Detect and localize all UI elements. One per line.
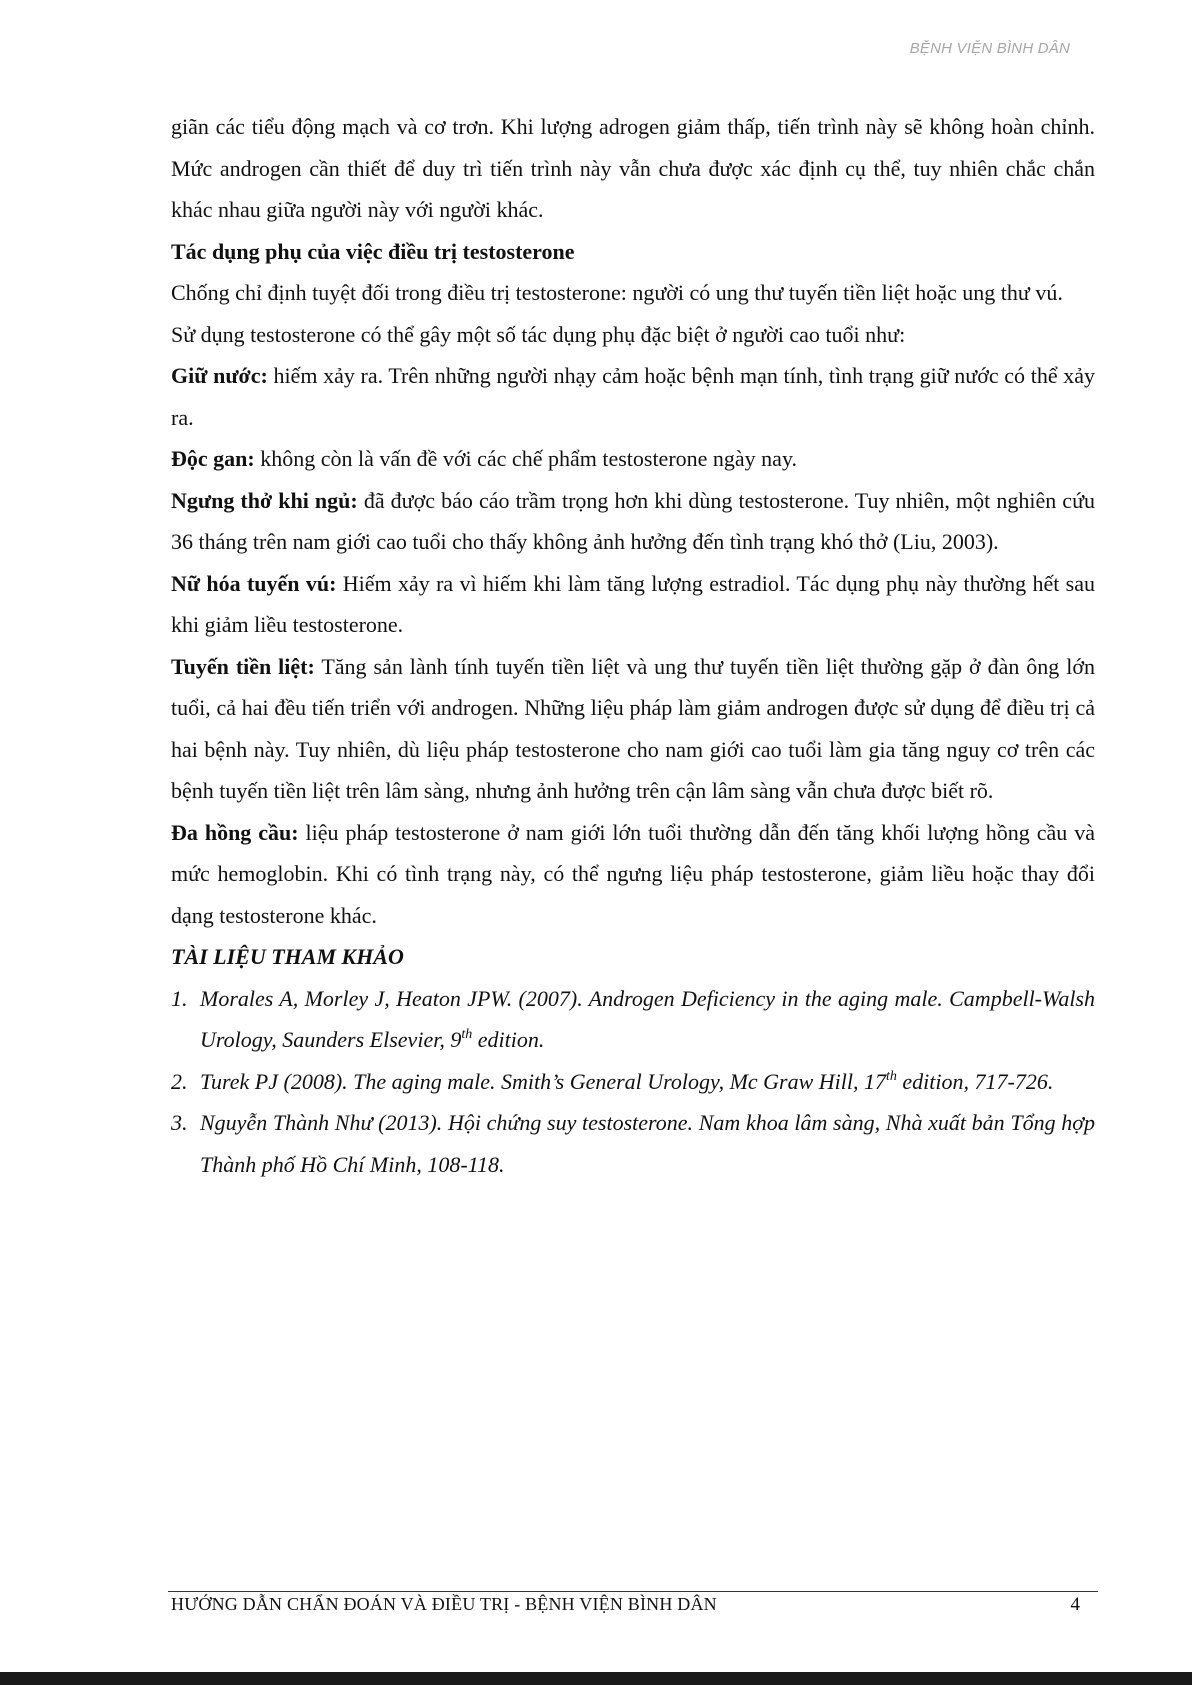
reference-item <box>171 1061 1095 1103</box>
reference-superscript: th <box>886 1068 897 1084</box>
section-heading-side-effects: Tác dụng phụ của việc điều trị testosterone <box>171 238 575 264</box>
paragraph-continuation: giãn các tiểu động mạch và cơ trơn. Khi lượng adrogen giảm thấp, tiến trình này sẽ không hoàn chỉnh. Mức androgen cần thiết để duy trì tiến trình này vẫn chưa được xác định cụ thể, tuy nhiên chắc chắn khác nhau giữa người này với người khác. <box>171 114 1095 222</box>
term-label: Nữ hóa tuyến vú: <box>171 570 337 596</box>
term-text: Tăng sản lành tính tuyến tiền liệt và ung thư tuyến tiền liệt thường gặp ở đàn ông lớn tuổi, cả hai đều tiến triển với androgen. Những liệu pháp làm giảm androgen được sử dụng để điều trị cả hai bệnh này. Tuy nhiên, dù liệu pháp testosterone cho nam giới cao tuổi làm gia tăng nguy cơ trên các bệnh tuyến tiền liệt trên lâm sàng, nhưng ảnh hưởng trên cận lâm sàng vẫn chưa được biết rõ. <box>171 653 1095 803</box>
reference-text: Nguyễn Thành Như (2013). Hội chứng suy testosterone. Nam khoa lâm sàng, Nhà xuất bản Tổng hợp Thành phố Hồ Chí Minh, 108-118. <box>200 1110 1095 1177</box>
term-text: hiếm xảy ra. Trên những người nhạy cảm hoặc bệnh mạn tính, tình trạng giữ nước có thể xảy ra. <box>171 363 1095 430</box>
reference-text: Turek PJ (2008). The aging male. Smith’s General Urology, Mc Graw Hill, 17 <box>200 1068 887 1094</box>
side-effect-water-retention <box>171 355 1095 438</box>
term-label: Độc gan: <box>171 446 255 471</box>
reference-tail: edition. <box>472 1027 545 1052</box>
page-number: 4 <box>1070 1594 1080 1615</box>
bottom-edge-bar <box>0 1672 1192 1685</box>
side-effect-gynecomastia <box>171 563 1095 646</box>
term-text: không còn là vấn đề với các chế phẩm testosterone ngày nay. <box>254 446 798 471</box>
side-effect-prostate <box>171 646 1095 812</box>
page-body <box>171 106 1095 1185</box>
term-text: đã được báo cáo trầm trọng hơn khi dùng testosterone. Tuy nhiên, một nghiên cứu 36 tháng trên nam giới cao tuổi cho thấy không ảnh hưởng đến tình trạng khó thở (Liu, 2003). <box>171 487 1095 554</box>
footer-title: HƯỚNG DẪN CHẨN ĐOÁN VÀ ĐIỀU TRỊ - BỆNH VIỆN BÌNH DÂN <box>171 1594 717 1614</box>
reference-tail: edition, 717-726. <box>896 1068 1054 1094</box>
term-label: Tuyến tiền liệt: <box>171 653 315 679</box>
paragraph-intro: Sử dụng testosterone có thể gây một số tác dụng phụ đặc biệt ở người cao tuổi như: <box>171 321 906 347</box>
references-list <box>171 978 1095 1186</box>
term-label: Ngưng thở khi ngủ: <box>171 487 358 513</box>
reference-item <box>171 978 1095 1061</box>
footer-divider <box>168 1591 1098 1592</box>
term-text: Hiếm xảy ra vì hiếm khi làm tăng lượng estradiol. Tác dụng phụ này thường hết sau khi giảm liều testosterone. <box>171 570 1095 637</box>
side-effect-polycythemia <box>171 812 1095 937</box>
reference-superscript: th <box>461 1027 473 1042</box>
term-label: Đa hồng cầu: <box>171 819 299 845</box>
reference-text: Morales A, Morley J, Heaton JPW. (2007). Androgen Deficiency in the aging male. Campbell-Walsh Urology, Saunders Elsevier, 9 <box>200 985 1095 1052</box>
side-effect-liver-toxicity <box>171 438 1095 480</box>
references-heading: TÀI LIỆU THAM KHẢO <box>171 944 404 969</box>
side-effect-sleep-apnea <box>171 480 1095 563</box>
running-header: BỆNH VIỆN BÌNH DÂN <box>909 40 1070 57</box>
reference-item <box>171 1102 1095 1185</box>
reference-number: 3. <box>171 1110 188 1135</box>
paragraph-contraindication: Chống chỉ định tuyệt đối trong điều trị testosterone: người có ung thư tuyến tiền liệt hoặc ung thư vú. <box>171 280 1063 305</box>
reference-number: 1. <box>171 985 188 1011</box>
term-text: liệu pháp testosterone ở nam giới lớn tuổi thường dẫn đến tăng khối lượng hồng cầu và mức hemoglobin. Khi có tình trạng này, có thể ngưng liệu pháp testosterone, giảm liều hoặc thay đổi dạng testosterone khác. <box>171 819 1095 928</box>
term-label: Giữ nước: <box>171 363 268 388</box>
reference-number: 2. <box>171 1068 188 1094</box>
